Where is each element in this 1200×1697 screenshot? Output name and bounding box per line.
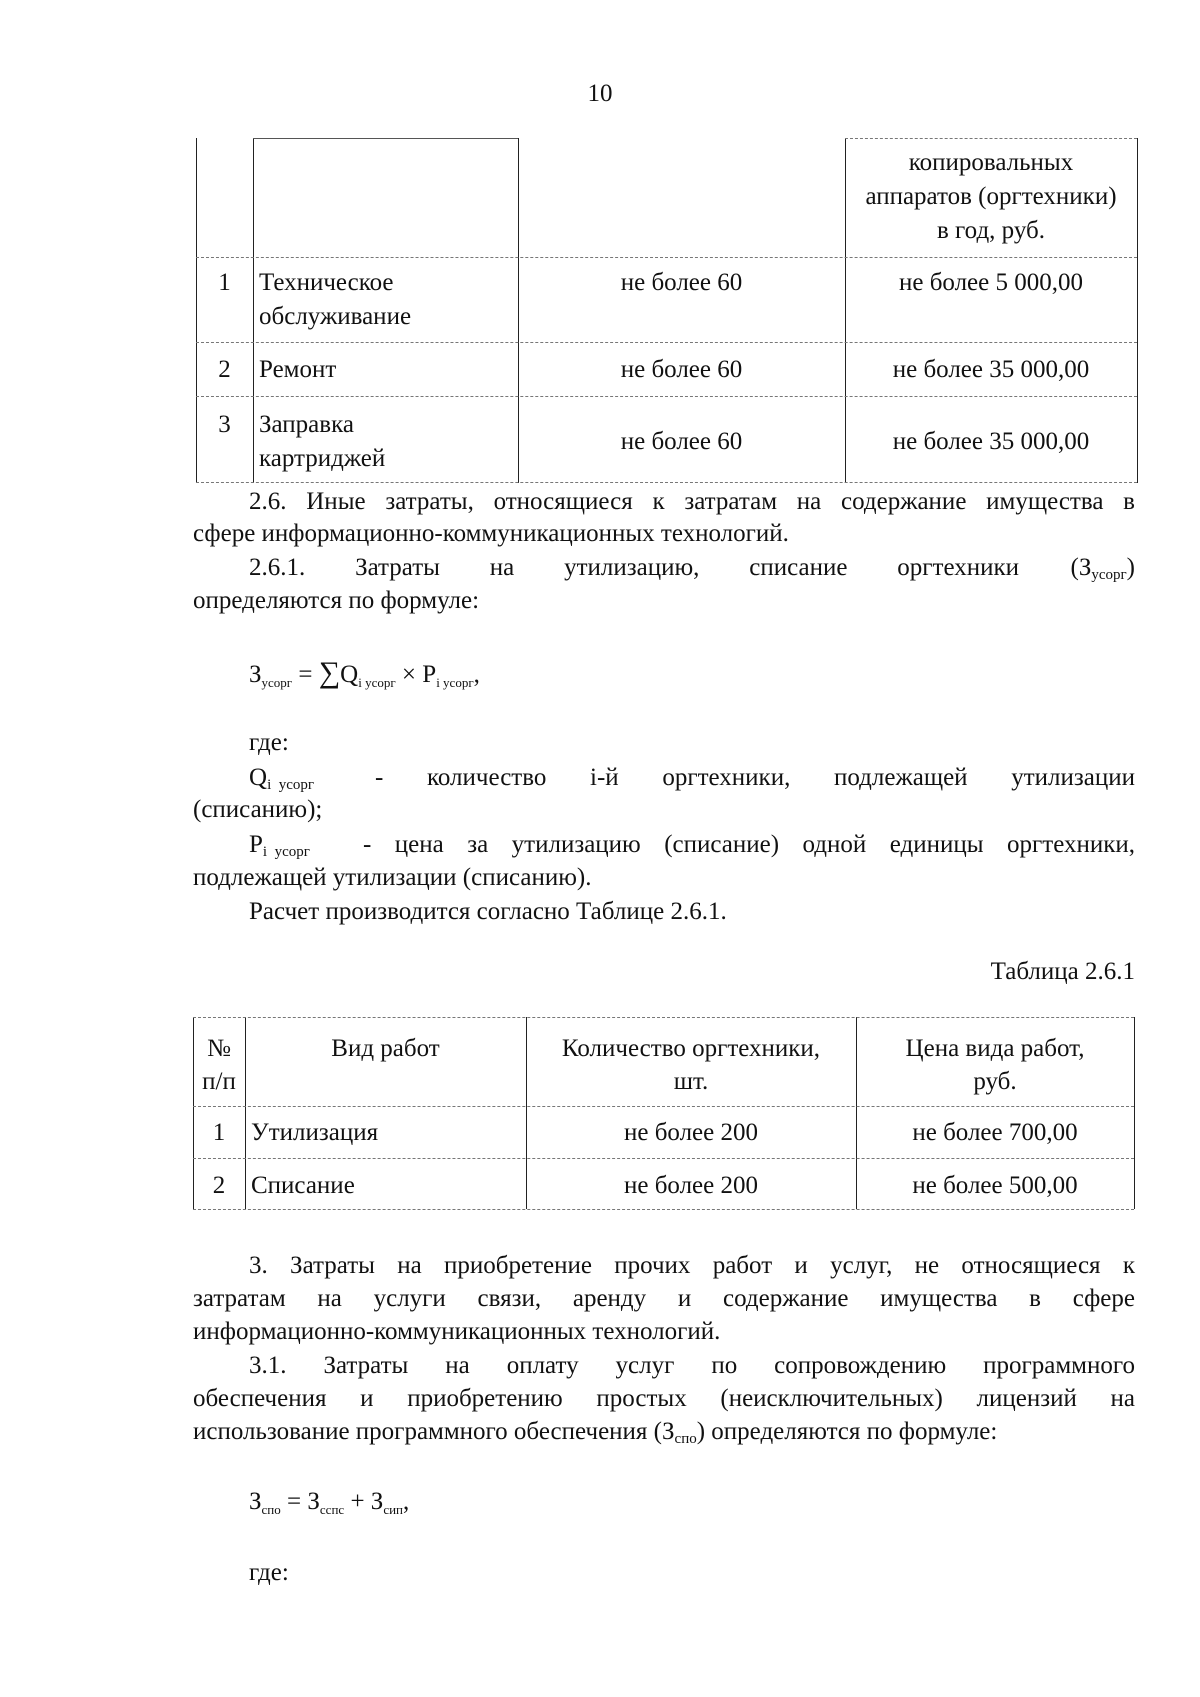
paragraph-2-6-1-line <box>249 552 1135 584</box>
cost-symbol: $(З_{усорг})$ <box>1070 554 1135 583</box>
formula-equals: = <box>287 1488 302 1515</box>
formula-equals: = <box>298 661 313 688</box>
formula-end: , <box>403 1488 410 1515</box>
formula-term-a-subscript: сспс <box>319 1502 345 1517</box>
paragraph-2-6-1-text: 2.6.1. Затраты на утилизацию, списание оргтехники <box>249 554 1019 581</box>
definition-q-subscript: i усорг <box>267 777 315 793</box>
paragraph-3-1-line: 3.1. Затраты на оплату услуг по сопровождению программного <box>249 1352 1135 1379</box>
table1-row-name: Заправка <box>259 411 354 438</box>
table1-header-price-line: аппаратов (оргтехники) <box>865 183 1117 210</box>
definition-p-letter: P <box>249 831 263 858</box>
table1-row-price: не более 35 000,00 <box>892 428 1090 455</box>
table2-row-name: Списание <box>251 1172 355 1199</box>
table2-top-line <box>193 1017 1134 1018</box>
definition-q-line <box>249 762 1135 794</box>
paragraph-3-line: информационно-коммуникационных технологий. <box>193 1318 721 1345</box>
table1-border-right <box>1137 138 1138 483</box>
table2-row-qty: не более 200 <box>623 1119 759 1146</box>
multiply-symbol: × <box>401 661 417 688</box>
table2-row-number: 2 <box>212 1172 226 1199</box>
table1-row-name: Техническое <box>259 269 394 296</box>
table1-row-number: 3 <box>218 411 231 438</box>
table1-row-number: 1 <box>218 269 231 296</box>
table2-bottom-line <box>193 1209 1134 1210</box>
table1-row-qty: не более 60 <box>620 356 743 383</box>
table2-header-qty: Количество оргтехники, <box>561 1035 821 1062</box>
table1-header-price-line: в год, руб. <box>937 217 1045 244</box>
formula-term-b-subscript: сип <box>383 1502 404 1517</box>
table2-header-price: руб. <box>973 1068 1017 1095</box>
definition-p-line <box>249 829 1135 861</box>
formula-lhs-subscript: спо <box>261 1502 281 1517</box>
paragraph-3-1-text: ) определяются по формуле: <box>696 1418 998 1445</box>
definition-p-symbol <box>249 829 359 861</box>
table1-row-number: 2 <box>218 356 231 383</box>
table2-row-price: не более 500,00 <box>912 1172 1078 1199</box>
paragraph-3-1-text: использование программного обеспечения (З <box>193 1418 675 1445</box>
formula-lhs-subscript: усорг <box>261 675 293 690</box>
definition-p-text: - цена за утилизацию (списание) одной единицы оргтехники, <box>363 831 1135 858</box>
formula-q: Q <box>340 661 359 688</box>
table1-row-qty: не более 60 <box>620 269 743 296</box>
table1-row-separator <box>196 342 1137 343</box>
where-label: где: <box>249 1559 289 1586</box>
definition-p-subscript: i усорг <box>262 844 310 860</box>
paragraph-2-6-line: 2.6. Иные затраты, относящиеся к затратам на содержание имущества в <box>249 488 1135 515</box>
definition-p-line2: подлежащей утилизации (списанию). <box>193 864 592 891</box>
table1-row-name: Ремонт <box>259 356 337 383</box>
formula-p: P <box>422 661 437 688</box>
table2-header-separator <box>193 1106 1134 1107</box>
cost-symbol-subscript: усорг <box>1091 567 1127 583</box>
table2-border-right <box>1134 1017 1135 1209</box>
table1-row-qty: не более 60 <box>620 428 743 455</box>
definition-q-text: - количество i-й оргтехники, подлежащей утилизации <box>375 764 1135 791</box>
table1-row-name: обслуживание <box>259 303 412 330</box>
table2-row-number: 1 <box>212 1119 226 1146</box>
table1-border-col2 <box>253 138 254 483</box>
table-caption: Таблица 2.6.1 <box>990 958 1135 985</box>
paragraph-3-1-subscript: спо <box>674 1431 697 1447</box>
table2-header-name: Вид работ <box>331 1035 440 1062</box>
definition-q-line2: (списанию); <box>193 796 323 823</box>
table2-header-price: Цена вида работ, <box>905 1035 1085 1062</box>
table2-header-num: № <box>207 1035 231 1062</box>
formula-lhs: З <box>249 661 262 688</box>
formula-p-subscript: i усорг <box>436 675 474 690</box>
table2-header-num: п/п <box>202 1068 236 1095</box>
formula-term-a: З <box>307 1488 320 1515</box>
plus-symbol: + <box>350 1488 365 1515</box>
cost-symbol-letter: З <box>1078 554 1092 581</box>
paragraph-3-1-line <box>193 1416 997 1448</box>
table1-row-name: картриджей <box>259 445 386 472</box>
table2-row-qty: не более 200 <box>623 1172 759 1199</box>
paragraph-2-6-1-line: определяются по формуле: <box>193 587 480 614</box>
paragraph-3-line: затратам на услуги связи, аренду и содержание имущества в сфере <box>193 1285 1135 1312</box>
table1-row-price: не более 35 000,00 <box>892 356 1090 383</box>
table2-row-price: не более 700,00 <box>912 1119 1078 1146</box>
formula-utilization <box>249 657 480 691</box>
formula-end: , <box>473 661 480 688</box>
table2-header-qty: шт. <box>673 1068 709 1095</box>
definition-q-symbol <box>249 762 369 794</box>
table1-row-separator <box>196 396 1137 397</box>
table1-top-line <box>845 138 1137 139</box>
page-number: 10 <box>587 80 613 107</box>
definition-q-letter: Q <box>249 764 268 791</box>
where-label: где: <box>249 729 289 756</box>
table2-row-separator <box>193 1158 1134 1159</box>
paragraph-3-1-line: обеспечения и приобретению простых (неисключительных) лицензий на <box>193 1385 1135 1412</box>
calculation-reference: Расчет производится согласно Таблице 2.6.1. <box>249 898 727 925</box>
paragraph-2-6-line: сфере информационно-коммуникационных технологий. <box>193 520 789 547</box>
formula-q-subscript: i усорг <box>358 675 396 690</box>
table1-row-price: не более 5 000,00 <box>898 269 1084 296</box>
sum-symbol: ∑ <box>318 656 341 689</box>
table1-top-line <box>253 138 518 139</box>
table1-bottom-line <box>196 482 1137 483</box>
table2-row-name: Утилизация <box>251 1119 379 1146</box>
table1-row-separator <box>196 257 1137 258</box>
formula-software <box>249 1486 409 1518</box>
paragraph-3-line: 3. Затраты на приобретение прочих работ и услуг, не относящиеся к <box>249 1252 1135 1279</box>
table1-header-price-line: копировальных <box>908 149 1074 176</box>
formula-lhs: З <box>249 1488 262 1515</box>
formula-term-b: З <box>370 1488 384 1515</box>
